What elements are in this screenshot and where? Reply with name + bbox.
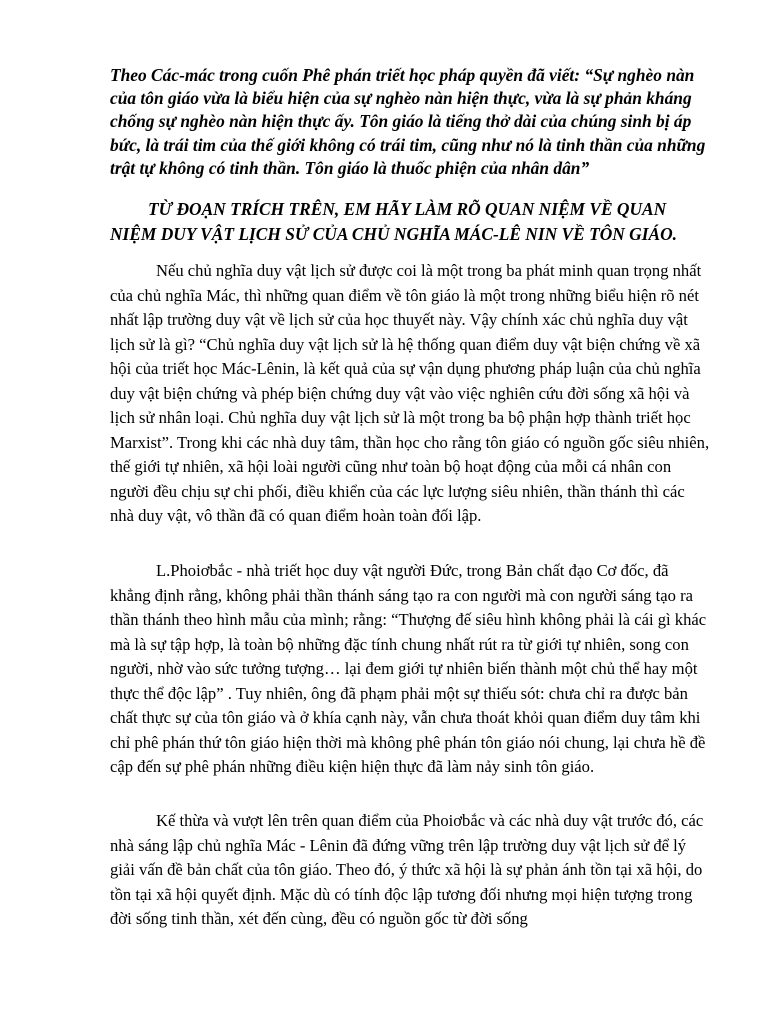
paragraph-historical-materialism: Nếu chủ nghĩa duy vật lịch sử được coi là một trong ba phát minh quan trọng nhất của chủ nghĩa Mác, thì những quan điểm về tôn giáo là một trong những biểu hiện rõ nét nhất lập trường duy vật về lịch sử của học thuyết này. Vậy chính xác chủ nghĩa duy vật lịch sử là gì? “Chủ nghĩa duy vật lịch sử là hệ thống quan điểm duy vật biện chứng về xã hội của triết học Mác-Lênin, là kết quả của sự vận dụng phương pháp luận của chủ nghĩa duy vật biện chứng và phép biện chứng duy vật vào việc nghiên cứu đời sống xã hội và lịch sử nhân loại. Chủ nghĩa duy vật lịch sử là một trong ba bộ phận hợp thành triết học Marxist”. Trong khi các nhà duy tâm, thần học cho rằng tôn giáo có nguồn gốc siêu nhiên, thế giới tự nhiên, xã hội loài người cũng như toàn bộ hoạt động của mỗi cá nhân con người đều chịu sự chi phối, điều khiển của các lực lượng siêu nhiên, thần thánh thì các nhà duy vật, vô thần đã có quan điểm hoàn toàn đối lập. (110, 261, 710, 525)
marx-quote: Theo Các-mác trong cuốn Phê phán triết học pháp quyền đã viết: “Sự nghèo nàn của tôn giáo vừa là biểu hiện của sự nghèo nàn hiện thực, vừa là sự phản kháng chống sự nghèo nàn hiện thực ấy. Tôn giáo là tiếng thở dài của chúng sinh bị áp bức, là trái tim của thế giới không có trái tim, cũng như nó là tinh thần của những trật tự không có tinh thần. Tôn giáo là thuốc phiện của nhân dân” (110, 65, 706, 178)
paragraph-marxist-founders: Kế thừa và vượt lên trên quan điểm của Phoiơbắc và các nhà duy vật trước đó, các nhà sáng lập chủ nghĩa Mác - Lênin đã đứng vững trên lập trường duy vật lịch sử để lý giải vấn đề bản chất của tôn giáo. Theo đó, ý thức xã hội là sự phản ánh tồn tại xã hội, do tồn tại xã hội quyết định. Mặc dù có tính độc lập tương đối nhưng mọi hiện tượng trong đời sống tinh thần, xét đến cùng, đều có nguồn gốc từ đời sống (110, 811, 704, 928)
paragraph-feuerbach: L.Phoiơbắc - nhà triết học duy vật người Đức, trong Bản chất đạo Cơ đốc, đã khẳng định rằng, không phải thần thánh sáng tạo ra con người mà con người sáng tạo ra thần thánh theo hình mẫu của mình; rằng: “Thượng đế siêu hình không phải là cái gì khác mà là sự tập hợp, là toàn bộ những đặc tính chung nhất rút ra từ giới tự nhiên, song con người, nhờ vào sức tưởng tượng… lại đem giới tự nhiên biến thành một chủ thể hay một thực thể độc lập” . Tuy nhiên, ông đã phạm phải một sự thiếu sót: chưa chỉ ra được bản chất thực sự của tôn giáo và ở khía cạnh này, vẫn chưa thoát khỏi quan điểm duy tâm khi chỉ phê phán thứ tôn giáo hiện thời mà không phê phán tôn giáo nói chung, lại chưa hề đề cập đến sự phê phán những điều kiện hiện thực đã làm nảy sinh tôn giáo. (110, 561, 707, 776)
question-heading: TỪ ĐOẠN TRÍCH TRÊN, EM HÃY LÀM RÕ QUAN NIỆM VỀ QUAN NIỆM DUY VẬT LỊCH SỬ CỦA CHỦ NGHĨA MÁC-LÊ NIN VỀ TÔN GIÁO. (110, 199, 678, 244)
